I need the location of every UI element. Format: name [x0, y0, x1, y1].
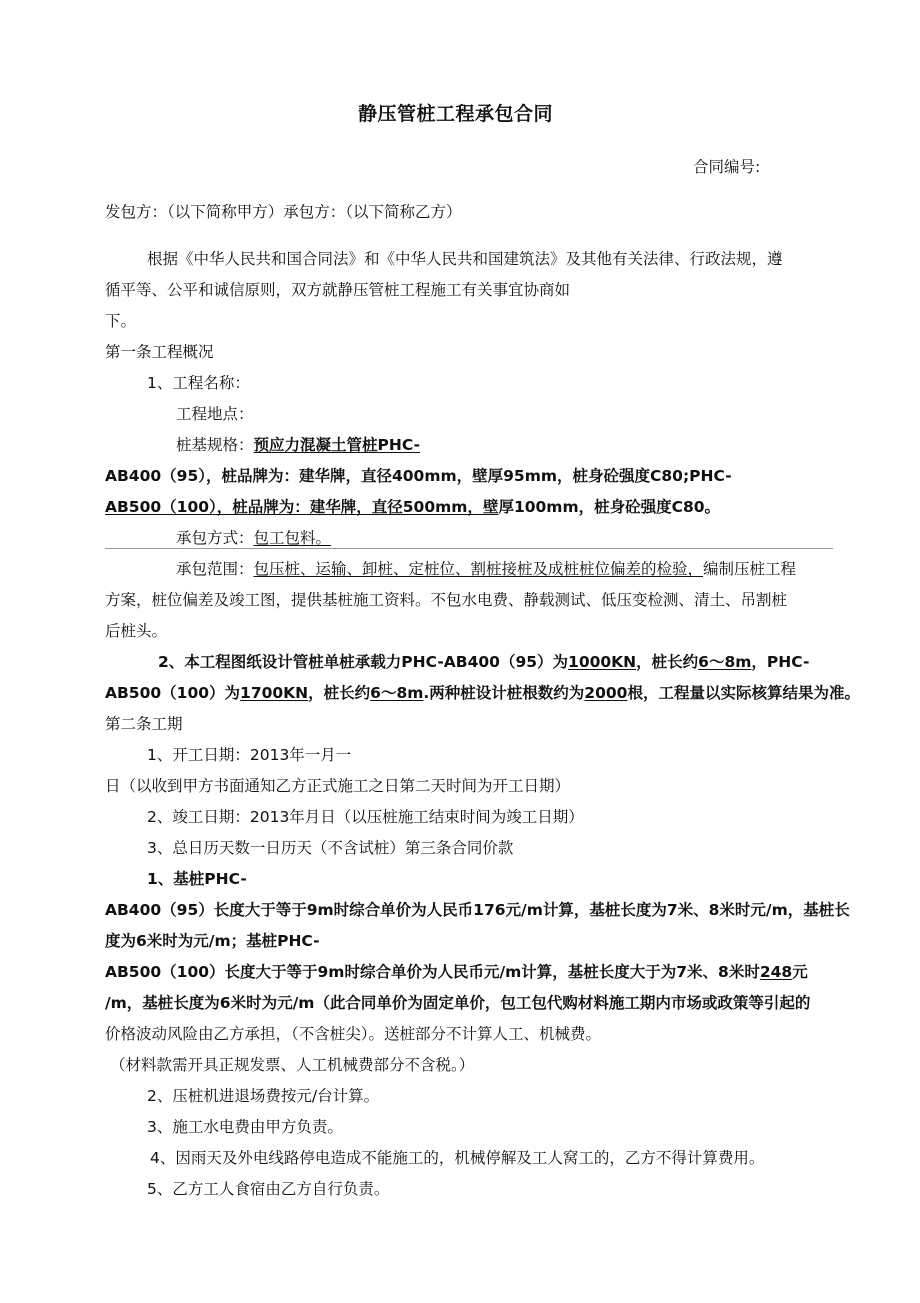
- price-line: 度为6米时为元/m；基桩PHC-: [105, 932, 320, 950]
- document-title: 静压管桩工程承包合同: [358, 103, 554, 125]
- bearing-capacity-line: AB500（100）为1700KN，桩长约6～8m.两种桩设计桩根数约为2000根，工程量以实际核算结果为准。: [105, 684, 860, 702]
- price-line: AB500（100）长度大于等于9m时综合单价为人民币元/m计算，基桩长度大于为7米、8米时248元: [105, 963, 808, 981]
- project-site-field: 工程地点：: [176, 405, 254, 423]
- price-item-1: 1、基桩PHC-: [147, 870, 247, 888]
- contract-scope-line: 后桩头。: [105, 622, 168, 640]
- start-date-line: 1、开工日期：2013年一月一: [147, 746, 352, 764]
- pile-spec-line: AB400（95），桩品牌为：建华牌，直径400mm，壁厚95mm，桩身砼强度C80;PHC-: [105, 467, 732, 485]
- preamble-line: 循平等、公平和诚信原则，双方就静压管桩工程施工有关事宜协商如: [105, 281, 571, 299]
- contract-mode-line: 承包方式：包工包料。: [176, 529, 332, 547]
- contract-number-label: 合同编号:: [693, 158, 761, 176]
- article-2-heading: 第二条工期: [105, 715, 183, 733]
- price-line: 价格波动风险由乙方承担，（不含桩尖）。送桩部分不计算人工、机械费。: [105, 1025, 602, 1043]
- contract-scope-line: 方案，桩位偏差及竣工图，提供基桩施工资料。不包水电费、静载测试、低压变检测、清土、吊割桩: [105, 591, 788, 609]
- pile-spec-line: [176, 435, 420, 455]
- start-date-line: 日（以收到甲方书面通知乙方正式施工之日第二天时间为开工日期）: [105, 777, 571, 795]
- preamble-line: 根据《中华人民共和国合同法》和《中华人民共和国建筑法》及其他有关法律、行政法规，遵: [147, 250, 783, 268]
- price-line: AB400（95）长度大于等于9m时综合单价为人民币176元/m计算，基桩长度为7米、8米时元/m，基桩长: [105, 901, 850, 919]
- total-days-line: 3、总日历天数一日历天（不含试桩）第三条合同价款: [147, 839, 514, 857]
- bearing-capacity-line: 2、本工程图纸设计管桩单桩承载力PHC-AB400（95）为1000KN，桩长约6～8m，PHC-: [158, 653, 810, 671]
- pile-spec-line: AB500（100），桩品牌为：建华牌，直径500mm，壁厚100mm，桩身砼强度C80。: [105, 498, 721, 516]
- preamble-line: 下。: [105, 312, 137, 330]
- pile-spec-label: 桩基规格：: [176, 436, 254, 454]
- parties-line: 发包方：（以下简称甲方）承包方：（以下简称乙方）: [105, 203, 462, 221]
- price-item-4: 4、因雨天及外电线路停电造成不能施工的，机械停解及工人窝工的，乙方不得计算费用。: [150, 1149, 765, 1167]
- pile-spec-value: 预应力混凝土管桩PHC-: [253, 436, 421, 454]
- price-item-5: 5、乙方工人食宿由乙方自行负责。: [147, 1180, 390, 1198]
- divider: [105, 548, 833, 549]
- tax-note: （材料款需开具正规发票、人工机械费部分不含税。）: [110, 1056, 475, 1074]
- price-line: /m，基桩长度为6米时为元/m（此合同单价为固定单价，包工包代购材料施工期内市场或政策等引起的: [105, 994, 811, 1012]
- contract-scope-line: 承包范围：包压桩、运输、卸桩、定桩位、割桩接桩及成桩桩位偏差的检验，编制压桩工程: [176, 560, 797, 578]
- project-name-field: 1、工程名称：: [147, 374, 250, 392]
- article-1-heading: 第一条工程概况: [105, 343, 214, 361]
- price-item-3: 3、施工水电费由甲方负责。: [147, 1118, 343, 1136]
- contract-mode-value: 包工包料。: [253, 529, 332, 547]
- price-item-2: 2、压桩机进退场费按元/台计算。: [147, 1087, 380, 1105]
- completion-date-line: 2、竣工日期：2013年月日（以压桩施工结束时间为竣工日期）: [147, 808, 584, 826]
